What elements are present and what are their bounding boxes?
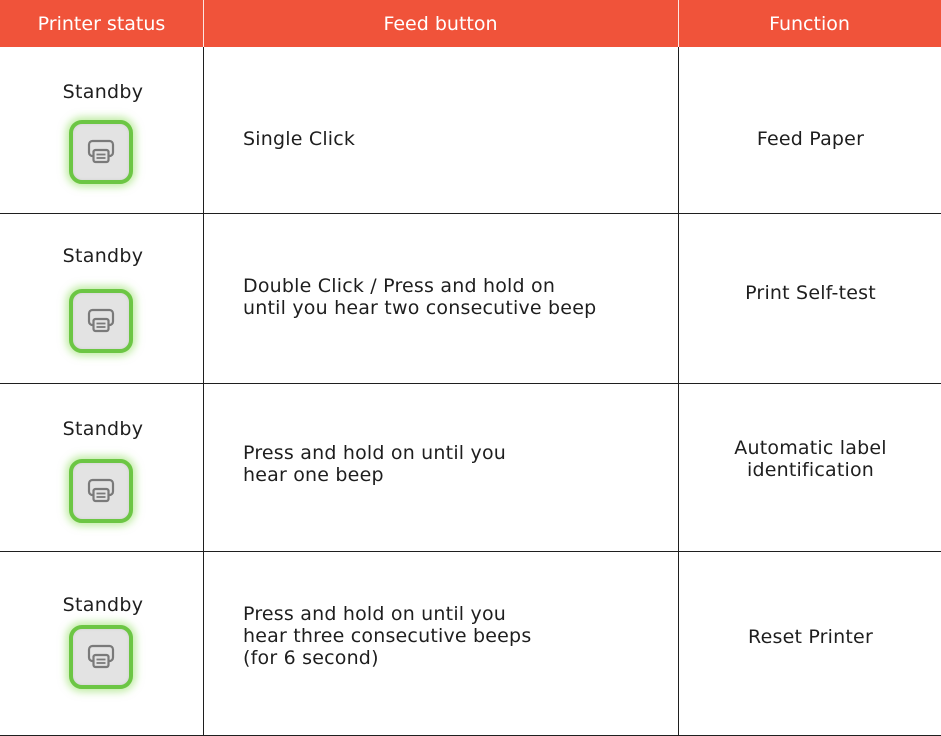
printer-feed-icon	[87, 478, 115, 504]
feed-action-line: Press and hold on until you	[243, 603, 507, 625]
function-line: identification	[746, 459, 875, 481]
header-feed-button: Feed button	[383, 12, 498, 35]
function-line: Reset Printer	[748, 626, 873, 648]
header-function: Function	[769, 12, 850, 35]
table-header	[0, 0, 941, 47]
header-printer-status: Printer status	[37, 12, 166, 35]
feed-action-line: hear one beep	[243, 464, 384, 486]
feed-action-line: Press and hold on until you	[243, 442, 507, 464]
feed-action-line: hear three consecutive beeps	[243, 625, 532, 647]
feed-action-text	[243, 128, 673, 150]
printer-feed-icon	[87, 139, 115, 165]
function-line: Print Self-test	[745, 282, 876, 304]
printer-status-label: Standby	[62, 81, 144, 103]
feed-button-icon	[69, 289, 133, 353]
function-text	[680, 437, 941, 481]
feed-button-icon	[69, 120, 133, 184]
feed-button-icon	[69, 459, 133, 523]
feed-action-line: Double Click / Press and hold on	[243, 275, 556, 297]
feed-action-line: (for 6 second)	[243, 647, 379, 669]
printer-status-label: Standby	[62, 418, 144, 440]
feed-action-text	[243, 442, 673, 486]
function-line: Automatic label	[734, 437, 887, 459]
feed-button-icon	[69, 625, 133, 689]
function-text	[680, 626, 941, 648]
feed-action-line: until you hear two consecutive beep	[243, 297, 597, 319]
table-row	[0, 213, 941, 383]
table-row	[0, 551, 941, 735]
feed-action-text	[243, 275, 673, 319]
printer-feed-icon	[87, 644, 115, 670]
function-text	[680, 128, 941, 150]
printer-feed-icon	[87, 308, 115, 334]
table-row	[0, 383, 941, 551]
feed-action-text	[243, 603, 673, 669]
function-line: Feed Paper	[756, 128, 865, 150]
printer-status-label: Standby	[62, 245, 144, 267]
printer-status-label: Standby	[62, 594, 144, 616]
feed-action-line: Single Click	[243, 128, 356, 150]
table-row	[0, 47, 941, 213]
function-text	[680, 282, 941, 304]
